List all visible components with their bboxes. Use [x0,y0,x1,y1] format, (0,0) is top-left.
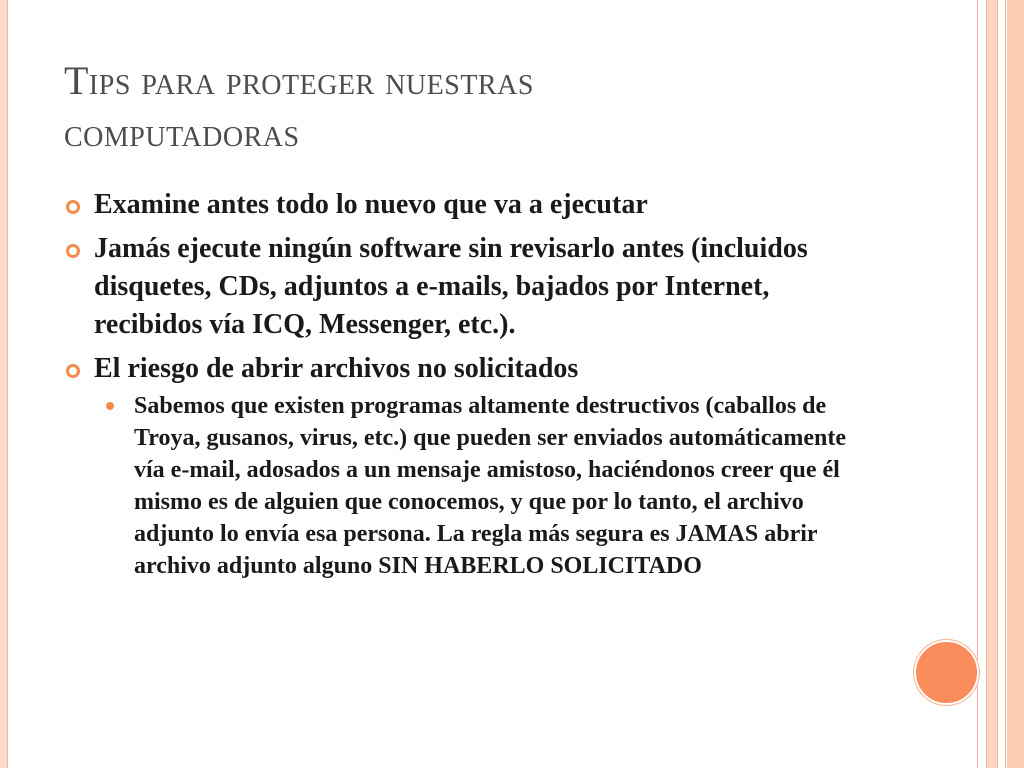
slide-title-line1: Tips para proteger nuestras [64,58,534,103]
sub-bullet-item [94,390,864,582]
border-stripe [977,0,987,768]
bullet-text: El riesgo de abrir archivos no solicitados [94,353,579,384]
sub-bullet-list [94,390,864,582]
bullet-text: Examine antes todo lo nuevo que va a ejecutar [94,189,648,220]
slide-title [64,55,864,159]
bullet-item [64,350,864,582]
bullet-text: Jamás ejecute ningún software sin revisarlo antes (incluidos disquetes, CDs, adjuntos a e-mails, bajados por Internet, recibidos vía ICQ, Messenger, etc.). [94,233,808,340]
border-stripe [1007,0,1024,768]
border-stripe [987,0,998,768]
border-stripe [999,0,1006,768]
decorative-circle [914,640,979,705]
slide-right-border [977,0,1024,768]
ring-bullet-icon [66,244,80,258]
dot-bullet-icon [106,402,114,410]
sub-bullet-text: Sabemos que existen programas altamente destructivos (caballos de Troya, gusanos, virus, etc.) que pueden ser enviados automáticamente vía e-mail, adosados a un mensaje amistoso, haciéndonos creer que él mismo es de alguien que conocemos, y que por lo tanto, el archivo adjunto lo envía esa persona. La regla más segura es JAMAS abrir archivo adjunto alguno SIN HABERLO SOLICITADO [134,393,847,579]
bullet-item [64,186,864,224]
slide-left-border [0,0,8,768]
bullet-list [64,186,864,582]
bullet-item [64,230,864,344]
ring-bullet-icon [66,200,80,214]
ring-bullet-icon [66,364,80,378]
slide-body [64,186,864,588]
slide-title-line2: computadoras [64,110,300,155]
